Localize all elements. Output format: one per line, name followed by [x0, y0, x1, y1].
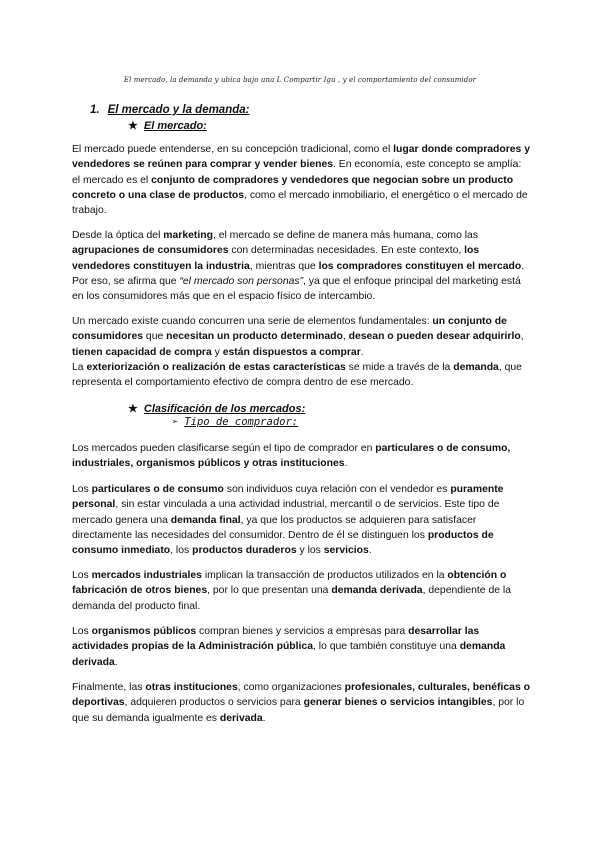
text-run: .: [114, 656, 118, 668]
bold-text: desean o pueden desear adquirirlo: [348, 331, 521, 343]
subsubheading-tipo-comprador: [172, 416, 298, 428]
bold-text: obtención o fabricación de otros bienes: [72, 570, 507, 597]
text-run: , como el mercado inmobiliario, el energético o el mercado de trabajo.: [72, 189, 528, 217]
bold-text: organismos públicos: [91, 626, 197, 637]
bold-text: tienen capacidad de compra: [72, 346, 212, 358]
text-run: La: [72, 362, 87, 373]
star-icon: ★: [128, 403, 138, 415]
text-run: , como organizaciones: [237, 682, 345, 693]
text-run: y los: [296, 545, 324, 557]
text-run: que: [143, 331, 167, 343]
bold-text: marketing: [163, 230, 213, 241]
subheading-mercado: [128, 119, 207, 132]
text-run: Finalmente, las: [72, 682, 146, 693]
bold-text: lugar donde compradores y vendedores se reúnen para comprar y vender bienes: [72, 144, 530, 171]
text-run: , el mercado se define de manera más humana, como las: [212, 230, 479, 241]
section-heading: [90, 104, 249, 116]
paragraph: [72, 314, 530, 360]
section-title: El mercado y la demanda:: [107, 104, 250, 116]
bold-text: particulares o de consumo: [91, 484, 224, 495]
text-run: .: [368, 545, 372, 557]
text-run: , ya que el enfoque principal del marketing está en los consumidores más que en el espacio físico de intercambio.: [72, 275, 521, 303]
page-header: El mercado, la demanda y ubica bajo una L Compartir Igu , y el comportamiento del consumidor: [123, 76, 477, 84]
bold-text: están dispuestos a comprar: [222, 346, 361, 358]
text-run: , que representa el comportamiento efectivo de compra dentro de ese mercado.: [72, 362, 522, 389]
bold-text: particulares o de consumo, industriales, organismos públicos y otras instituciones: [72, 443, 511, 470]
paragraph: [72, 680, 530, 726]
text-run: se mide a través de la: [345, 362, 454, 373]
text-run: .: [262, 712, 266, 724]
bold-text: un conjunto de consumidores: [72, 316, 507, 343]
bold-text: conjunto de compradores y vendedores que negocian sobre un producto concreto o una clase de productos: [72, 174, 514, 201]
text-run: son individuos cuya relación con el vendedor es: [223, 484, 451, 495]
bold-text: demanda derivada: [331, 585, 423, 597]
text-run: implican la transacción de productos utilizados en la: [201, 570, 448, 581]
bold-text: derivada: [219, 712, 263, 724]
text-run: . Por eso, se afirma que: [72, 260, 525, 287]
arrow-icon: ➢: [172, 416, 179, 428]
bold-text: productos de consumo inmediato: [72, 529, 494, 557]
text-run: , dependiente de la demanda del producto final.: [72, 585, 511, 612]
bold-text: demanda: [453, 362, 499, 373]
bold-text: otras instituciones: [145, 682, 238, 693]
bold-text: demanda derivada: [72, 641, 506, 668]
section-number: 1.: [90, 104, 100, 116]
text-run: ,: [520, 331, 524, 343]
text-run: El mercado puede entenderse, en su concepción tradicional, como el: [72, 144, 394, 155]
text-run: Los: [72, 626, 92, 637]
paragraph: [72, 482, 530, 558]
bold-text: desarrollar las actividades propias de la Administración pública: [72, 626, 480, 653]
text-run: , lo que también constituye una: [312, 641, 460, 653]
text-run: , los: [170, 545, 193, 557]
paragraph: [72, 441, 530, 472]
bold-text: exteriorización o realización de estas características: [86, 362, 346, 373]
bold-text: los vendedores constituyen la industria: [72, 245, 480, 272]
subheading-clasificacion: [128, 402, 305, 415]
text-run: Un mercado existe cuando concurren una serie de elementos fundamentales:: [72, 316, 433, 327]
text-run: , ya que los productos se adquieren para satisfacer directamente las necesidades del consumidor. Dentro de él se distinguen los: [72, 514, 477, 541]
paragraph: [72, 568, 530, 614]
bold-text: los compradores constituyen el mercado: [318, 260, 522, 272]
bold-text: mercados industriales: [91, 570, 202, 581]
paragraph: [72, 624, 530, 670]
text-run: , mientras que: [249, 260, 319, 272]
text-run: Desde la óptica del: [72, 230, 164, 241]
paragraph: [72, 360, 530, 391]
bold-text: puramente personal: [72, 484, 504, 511]
text-run: con determinadas necesidades. En este contexto,: [228, 245, 465, 257]
text-run: , sin estar vinculada a una actividad industrial, mercantil o de servicios. Este tipo de mercado genera una: [72, 499, 500, 526]
subheading-title: El mercado:: [143, 120, 207, 132]
bold-text: necesitan un producto determinado: [166, 331, 343, 343]
text-run: , adquieren productos o servicios para: [124, 697, 304, 709]
bold-text: servicios: [323, 545, 369, 557]
paragraph: [72, 228, 530, 304]
text-run: Los mercados pueden clasificarse según el tipo de comprador en: [72, 443, 376, 454]
text-run: .: [344, 458, 348, 470]
text-run: . En economía, este concepto se amplía: el mercado es el: [72, 159, 522, 186]
bold-text: generar bienes o servicios intangibles: [303, 697, 493, 709]
italic-text: “el mercado son personas”: [179, 275, 304, 287]
bold-text: productos duraderos: [192, 545, 297, 557]
text-run: Los: [72, 570, 92, 581]
bold-text: agrupaciones de consumidores: [72, 245, 229, 257]
text-run: , por lo que su demanda igualmente es: [72, 697, 525, 724]
text-run: ,: [342, 331, 349, 343]
star-icon: ★: [128, 120, 138, 132]
subsubheading-title: Tipo de comprador:: [184, 416, 299, 428]
subheading-title: Clasificación de los mercados:: [143, 403, 306, 415]
text-run: compran bienes y servicios a empresas para: [196, 626, 409, 637]
text-run: y: [211, 346, 223, 358]
text-run: , por lo que presentan una: [207, 585, 332, 597]
text-run: Los: [72, 484, 92, 495]
bold-text: profesionales, culturales, benéficas o deportivas: [72, 682, 530, 709]
bold-text: demanda final: [170, 514, 241, 526]
paragraph: [72, 142, 530, 218]
text-run: .: [360, 346, 364, 358]
